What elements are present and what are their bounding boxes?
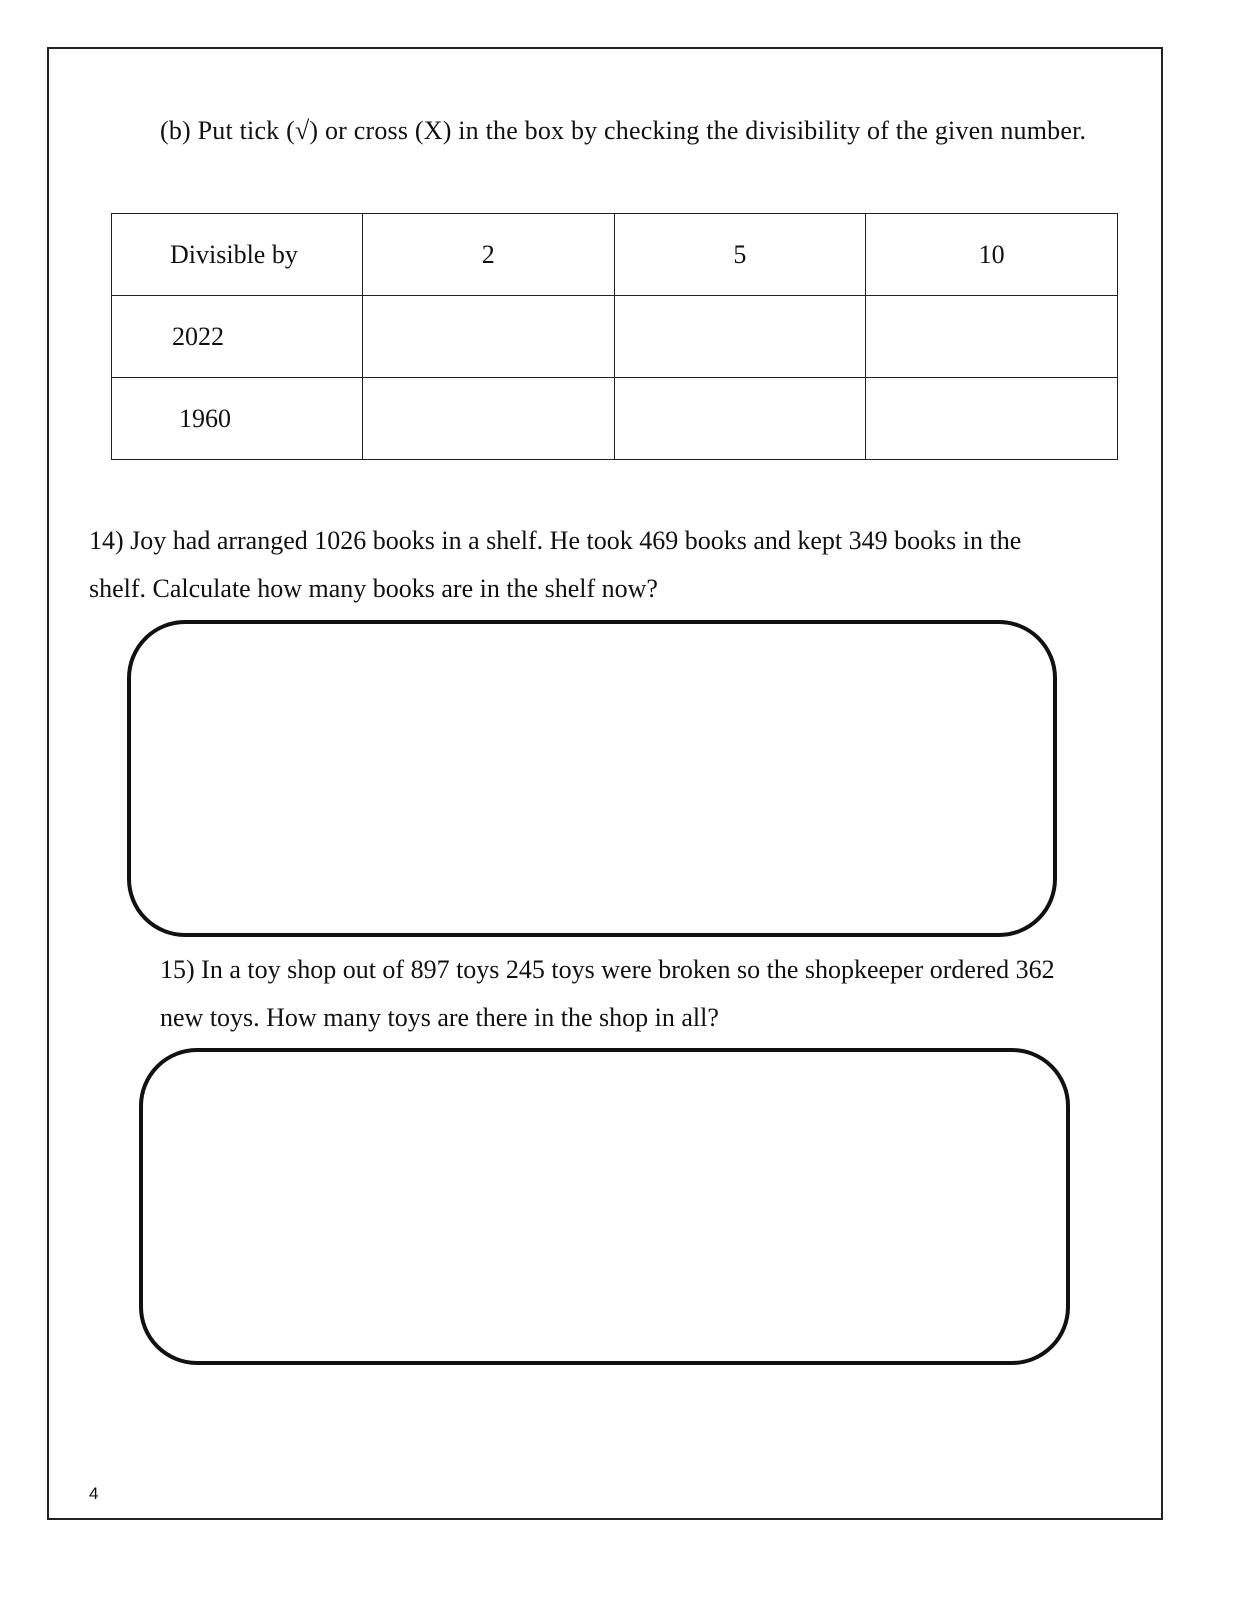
- row-number-2022: 2022: [172, 321, 224, 351]
- answer-cell[interactable]: [614, 296, 866, 378]
- answer-cell[interactable]: [866, 378, 1118, 460]
- answer-box-15[interactable]: [139, 1048, 1070, 1365]
- part-b-instruction: (b) Put tick (√) or cross (X) in the box by checking the divisibility of the given number.: [160, 116, 1087, 145]
- divisor-cell-5: 5: [614, 214, 866, 296]
- question-15-line-2: new toys. How many toys are there in the shop in all?: [160, 1003, 719, 1032]
- answer-box-14[interactable]: [127, 620, 1057, 937]
- divisor-cell-10: 10: [866, 214, 1118, 296]
- divisor-cell-2: 2: [362, 214, 614, 296]
- row-number-1960: 1960: [179, 403, 231, 433]
- number-cell: [112, 296, 363, 378]
- table-header-row: [112, 214, 1118, 296]
- question-15: [160, 946, 1160, 1042]
- table-row: [112, 378, 1118, 460]
- header-cell: [112, 214, 363, 296]
- question-14: [89, 517, 1139, 613]
- number-cell: [112, 378, 363, 460]
- answer-cell[interactable]: [614, 378, 866, 460]
- divisibility-table: [111, 213, 1118, 460]
- question-15-line-1: 15) In a toy shop out of 897 toys 245 toys were broken so the shopkeeper ordered 362: [160, 955, 1055, 984]
- question-14-line-1: 14) Joy had arranged 1026 books in a shelf. He took 469 books and kept 349 books in the: [89, 526, 1022, 555]
- answer-cell[interactable]: [362, 378, 614, 460]
- answer-cell[interactable]: [362, 296, 614, 378]
- header-label: Divisible by: [170, 239, 298, 269]
- table-row: [112, 296, 1118, 378]
- page-number: 4: [89, 1484, 99, 1503]
- question-14-line-2: shelf. Calculate how many books are in the shelf now?: [89, 574, 658, 603]
- answer-cell[interactable]: [866, 296, 1118, 378]
